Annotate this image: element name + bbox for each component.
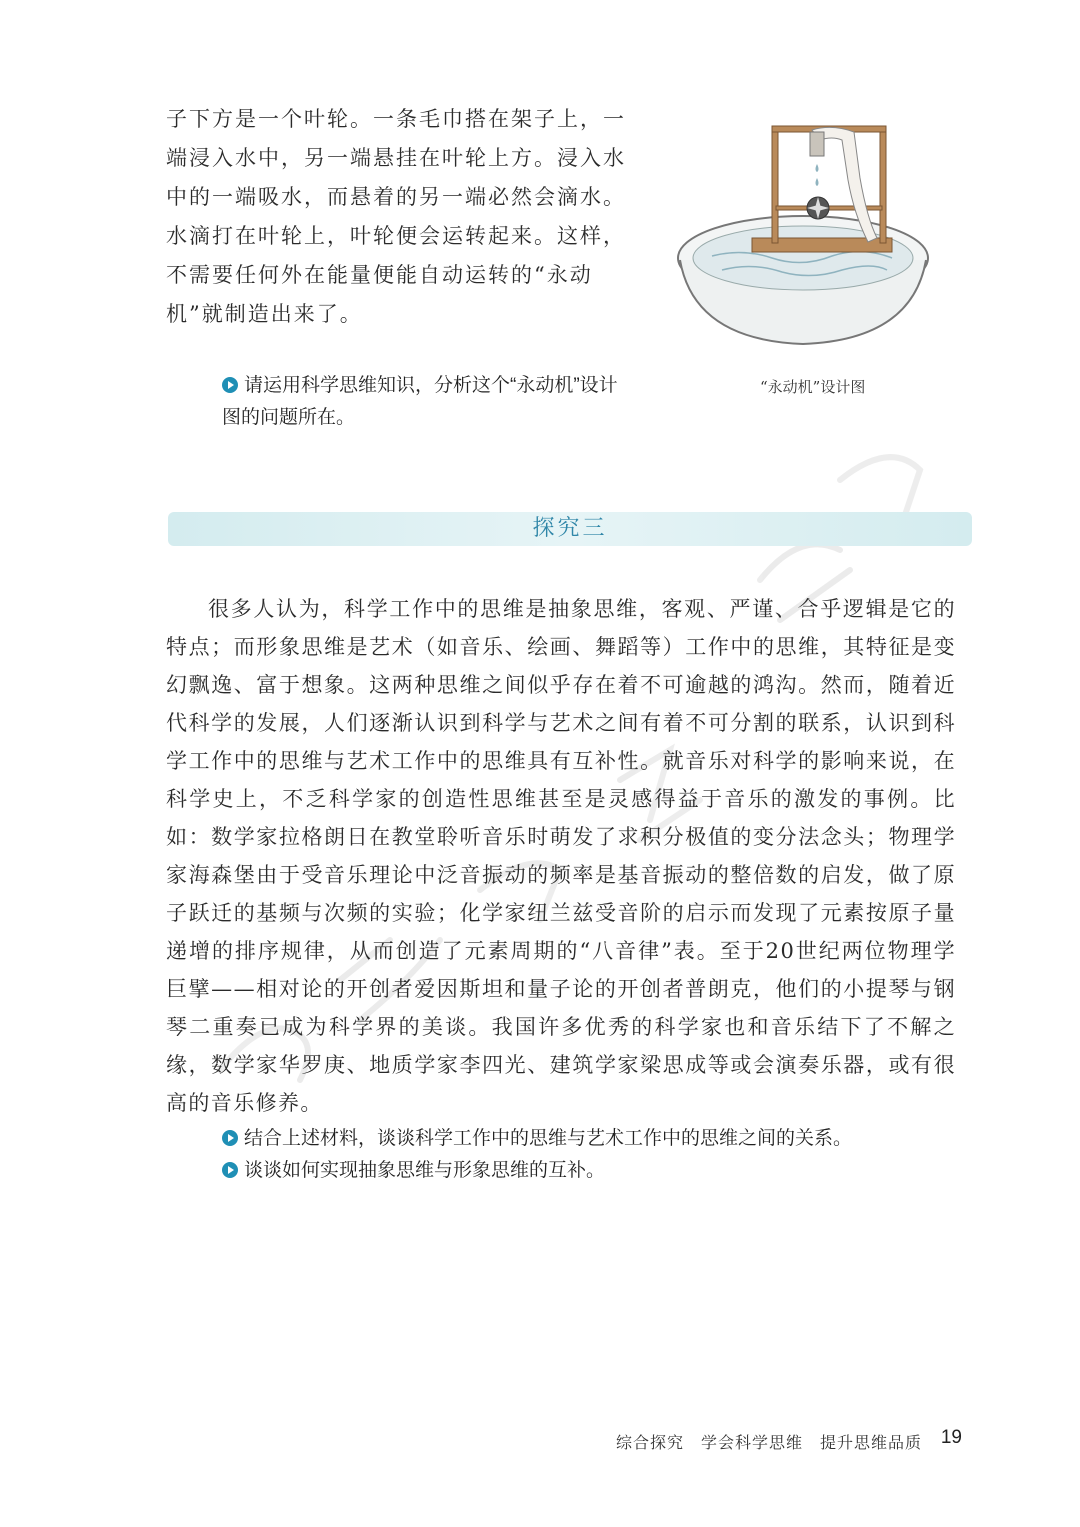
body-paragraph: 很多人认为，科学工作中的思维是抽象思维，客观、严谨、合乎逻辑是它的特点；而形象思维是艺术（如音乐、绘画、舞蹈等）工作中的思维，其特征是变幻飘逸、富于想象。这两种思维之间似乎存在着不可逾越的鸿沟。然而，随着近代科学的发展，人们逐渐认识到科学与艺术之间有着不可分割的联系，认识到科学工作中的思维与艺术工作中的思维具有互补性。就音乐对科学的影响来说，在科学史上，不乏科学家的创造性思维甚至是灵感得益于音乐的激发的事例。比如：数学家拉格朗日在教堂聆听音乐时萌发了求积分极值的变分法念头；物理学家海森堡由于受音乐理论中泛音振动的频率是基音振动的整倍数的启发，做了原子跃迁的基频与次频的实验；化学家纽兰兹受音阶的启示而发现了元素按原子量递增的排序规律，从而创造了元素周期的“八音律”表。至于20世纪两位物理学巨擘——相对论的开创者爱因斯坦和量子论的开创者普朗克，他们的小提琴与钢琴二重奏已成为科学界的美谈。我国许多优秀的科学家也和音乐结下了不解之缘，数学家华罗庚、地质学家李四光、建筑学家梁思成等或会演奏乐器，或有很高的音乐修养。 [166, 597, 956, 1115]
question-relationship [222, 1123, 982, 1155]
question-complementarity [222, 1155, 982, 1187]
question-text: 结合上述材料，谈谈科学工作中的思维与艺术工作中的思维之间的关系。 [244, 1128, 853, 1149]
section-title: 探究三 [532, 516, 608, 541]
question-text: 谈谈如何实现抽象思维与形象思维的互补。 [244, 1160, 606, 1181]
footer-running-title: 综合探究 学会科学思维 提升思维品质 [615, 1433, 922, 1452]
intro-paragraph: 子下方是一个叶轮。一条毛巾搭在架子上，一端浸入水中，另一端悬挂在叶轮上方。浸入水中的一端吸水，而悬着的另一端必然会滴水。水滴打在叶轮上，叶轮便会运转起来。这样，不需要任何外在能量便能自动运转的“永动机”就制造出来了。 [166, 107, 626, 326]
arrow-bullet-icon [222, 1130, 238, 1146]
page-number: 19 [940, 1427, 962, 1448]
figure-caption: “永动机”设计图 [760, 378, 866, 396]
prompt-text: 请运用科学思维知识，分析这个“永动机”设计图的问题所在。 [222, 375, 618, 428]
prompt-analyze-design [222, 370, 632, 434]
perpetual-motion-illustration [672, 118, 934, 368]
page-footer [560, 1428, 980, 1452]
arrow-bullet-icon [222, 1162, 238, 1178]
body-paragraph-block [166, 590, 956, 1122]
arrow-bullet-icon [222, 377, 238, 393]
section-header [168, 512, 972, 546]
intro-paragraph-block [166, 100, 626, 334]
